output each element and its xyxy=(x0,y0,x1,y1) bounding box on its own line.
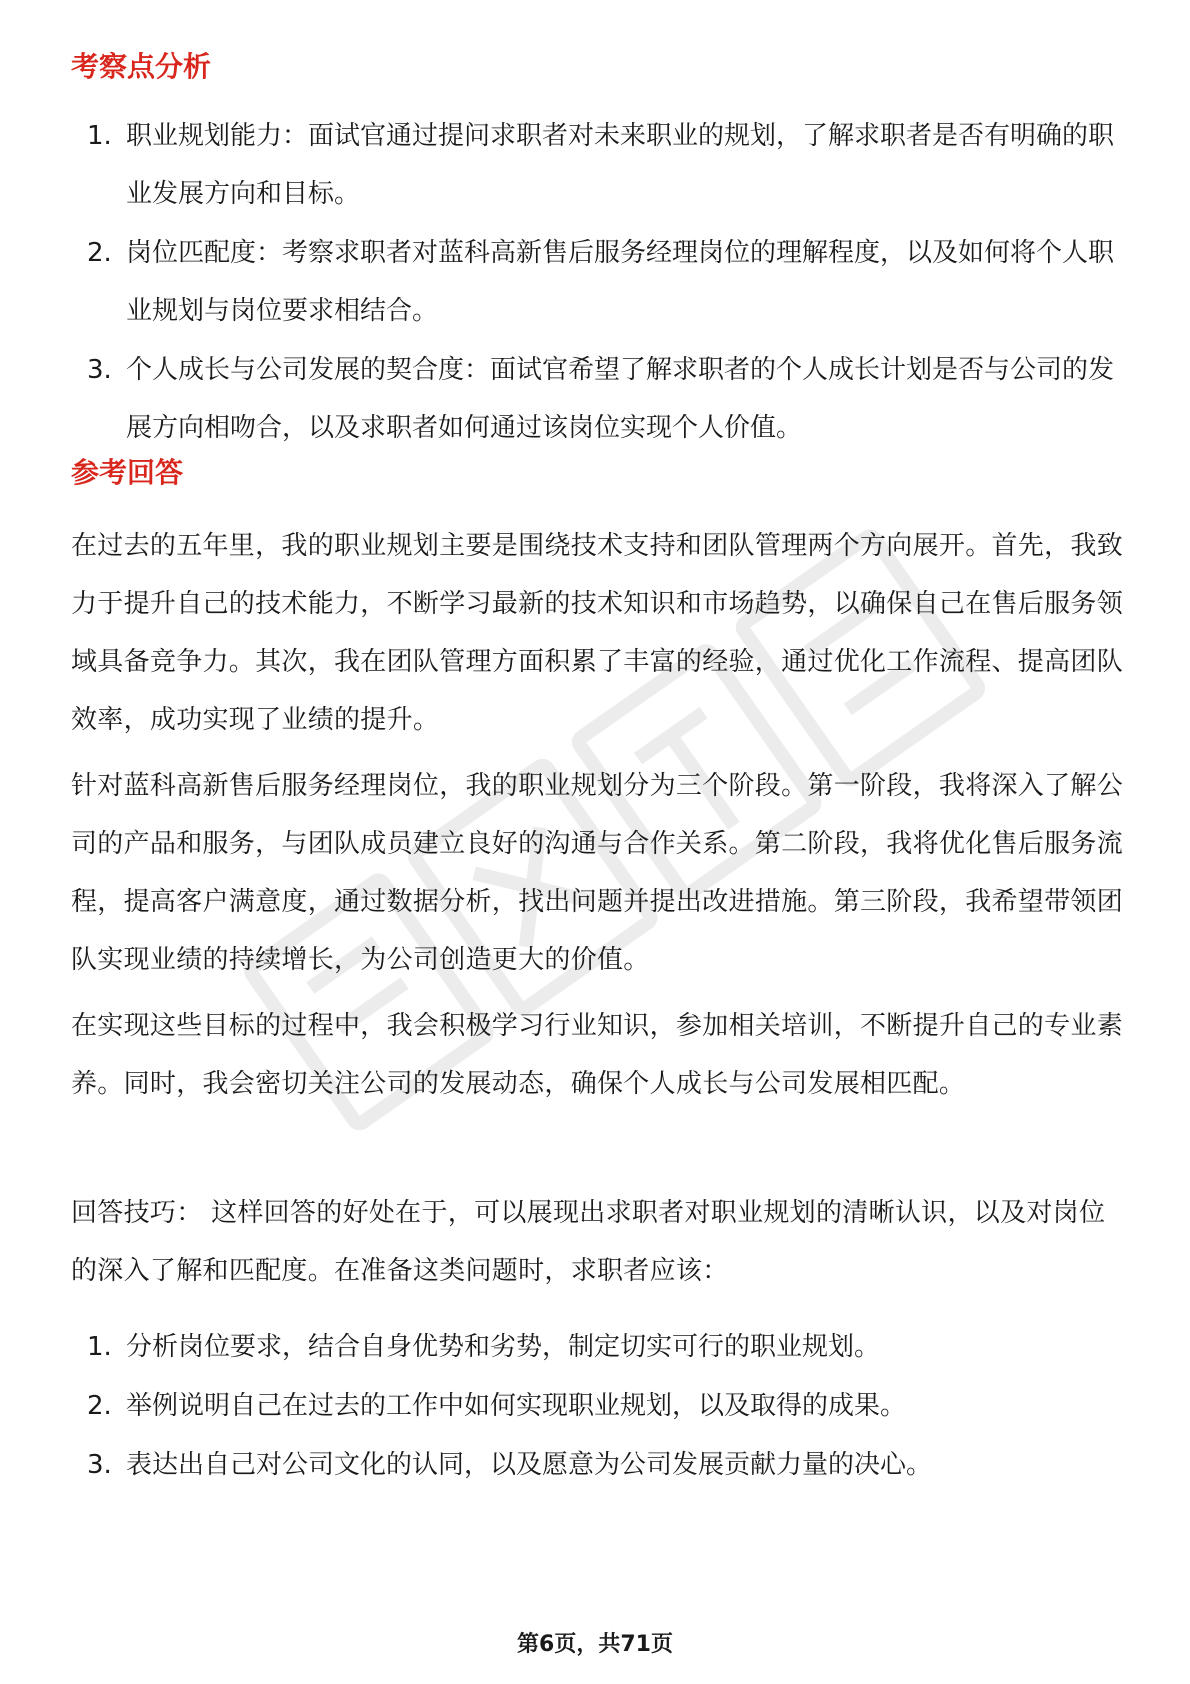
list-number: 3. xyxy=(87,1450,112,1480)
answer-heading: 参考回答 xyxy=(71,456,184,489)
list-number: 3. xyxy=(87,355,112,385)
answer-tips-intro: 回答技巧： 这样回答的好处在于，可以展现出求职者对职业规划的清晰认识，以及对岗位的深入了解和匹配度。在准备这类问题时，求职者应该： xyxy=(71,1198,1106,1286)
list-number: 1. xyxy=(87,1332,112,1362)
list-number: 1. xyxy=(87,121,112,151)
list-item xyxy=(71,1377,1121,1435)
list-item-text: 岗位匹配度：考察求职者对蓝科高新售后服务经理岗位的理解程度，以及如何将个人职业规划与岗位要求相结合。 xyxy=(126,238,1115,326)
list-number: 2. xyxy=(87,1391,112,1421)
list-item xyxy=(71,341,1121,457)
list-item xyxy=(71,1436,1121,1494)
list-item-text: 分析岗位要求，结合自身优势和劣势，制定切实可行的职业规划。 xyxy=(126,1332,881,1362)
list-item-text: 职业规划能力：面试官通过提问求职者对未来职业的规划，了解求职者是否有明确的职业发展方向和目标。 xyxy=(126,121,1115,209)
page-number: 第6页，共71页 xyxy=(517,1632,673,1657)
tips-list xyxy=(71,1318,1121,1495)
analysis-list xyxy=(71,107,1121,458)
list-item xyxy=(71,1318,1121,1376)
list-item-text: 个人成长与公司发展的契合度：面试官希望了解求职者的个人成长计划是否与公司的发展方向相吻合，以及求职者如何通过该岗位实现个人价值。 xyxy=(126,355,1115,443)
answer-paragraph-2: 针对蓝科高新售后服务经理岗位，我的职业规划分为三个阶段。第一阶段，我将深入了解公司的产品和服务，与团队成员建立良好的沟通与合作关系。第二阶段，我将优化售后服务流程，提高客户满意度，通过数据分析，找出问题并提出改进措施。第三阶段，我希望带领团队实现业绩的持续增长，为公司创造更大的价值。 xyxy=(71,771,1124,975)
list-item xyxy=(71,107,1121,223)
list-item xyxy=(71,224,1121,340)
list-item-text: 举例说明自己在过去的工作中如何实现职业规划，以及取得的成果。 xyxy=(126,1391,907,1421)
answer-paragraph-3: 在实现这些目标的过程中，我会积极学习行业知识，参加相关培训，不断提升自己的专业素养。同时，我会密切关注公司的发展动态，确保个人成长与公司发展相匹配。 xyxy=(71,1011,1124,1099)
list-number: 2. xyxy=(87,238,112,268)
answer-paragraph-1: 在过去的五年里，我的职业规划主要是围绕技术支持和团队管理两个方向展开。首先，我致力于提升自己的技术能力，不断学习最新的技术知识和市场趋势，以确保自己在售后服务领域具备竞争力。其次，我在团队管理方面积累了丰富的经验，通过优化工作流程、提高团队效率，成功实现了业绩的提升。 xyxy=(71,531,1124,735)
list-item-text: 表达出自己对公司文化的认同，以及愿意为公司发展贡献力量的决心。 xyxy=(126,1450,933,1480)
analysis-heading: 考察点分析 xyxy=(71,50,212,83)
